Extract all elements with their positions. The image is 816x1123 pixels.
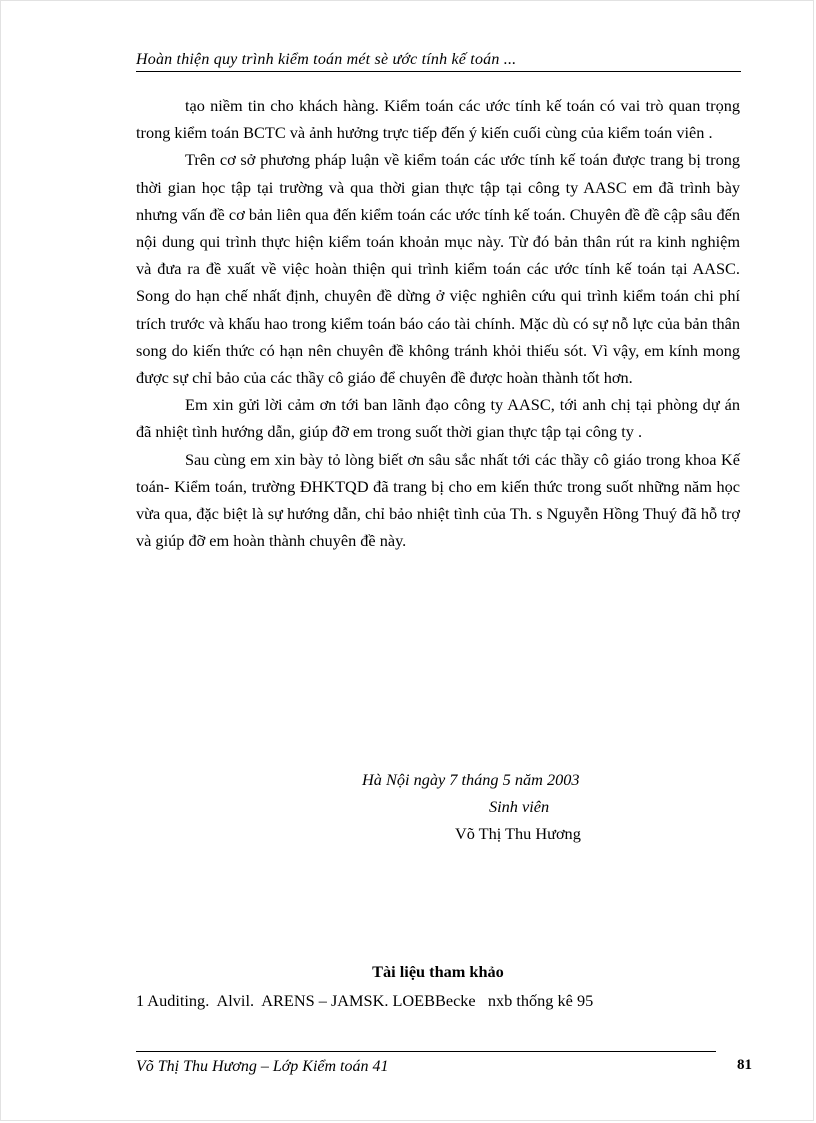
footer-author-class: Võ Thị Thu Hương – Lớp Kiểm toán 41: [136, 1058, 389, 1075]
signature-role: Sinh viên: [489, 797, 550, 816]
paragraph-2: Trên cơ sở phương pháp luận về kiểm toán các ước tính kế toán được trang bị trong thời gian học tập tại trường và qua thời gian thực tập tại công ty AASC em đã trình bày nhưng vấn đề cơ bản liên qua đến kiểm toán các ước tính kế toán. Chuyên đề đề cập sâu đến nội dung qui trình thực hiện kiểm toán khoản mục này. Từ đó bản thân rút ra kinh nghiệm và đưa ra đề xuất về việc hoàn thiện qui trình kiểm toán các ước tính kế toán tại AASC. Song do hạn chế nhất định, chuyên đề dừng ở việc nghiên cứu qui trình kiểm toán chi phí trích trước và khấu hao trong kiểm toán báo cáo tài chính. Mặc dù có sự nỗ lực của bản thân song do kiến thức có hạn nên chuyên đề không tránh khỏi thiếu sót. Vì vậy, em kính mong được sự chỉ bảo của các thầy cô giáo để chuyên đề được hoàn thành tốt hơn.: [136, 150, 740, 388]
footer-rule: [136, 1051, 716, 1052]
running-header: Hoàn thiện quy trình kiểm toán mét sè ước tính kế toán ...: [136, 51, 517, 68]
paragraph-3: Em xin gửi lời cảm ơn tới ban lãnh đạo công ty AASC, tới anh chị tại phòng dự án đã nhiệt tình hướng dẫn, giúp đỡ em trong suốt thời gian thực tập tại công ty .: [136, 395, 740, 442]
reference-item: 1 Auditing. Alvil. ARENS – JAMSK. LOEBBecke nxb thống kê 95: [136, 991, 594, 1010]
page-number: 81: [737, 1057, 752, 1073]
body-text: [136, 92, 740, 554]
header-rule: [136, 71, 741, 72]
paragraph-1: tạo niềm tin cho khách hàng. Kiểm toán các ước tính kế toán có vai trò quan trọng trong kiểm toán BCTC và ảnh hưởng trực tiếp đến ý kiến cuối cùng của kiểm toán viên .: [136, 96, 740, 143]
paragraph-4: Sau cùng em xin bày tỏ lòng biết ơn sâu sắc nhất tới các thầy cô giáo trong khoa Kế toán- Kiểm toán, trường ĐHKTQD đã trang bị cho em kiến thức trong suốt những năm học vừa qua, đặc biệt là sự hướng dẫn, chỉ bảo nhiệt tình của Th. s Nguyễn Hồng Thuý đã hỗ trợ và giúp đỡ em hoàn thành chuyên đề này.: [136, 449, 740, 551]
references-title: Tài liệu tham khảo: [372, 962, 504, 981]
signature-name: Võ Thị Thu Hương: [455, 824, 581, 843]
signature-date: Hà Nội ngày 7 tháng 5 năm 2003: [362, 770, 580, 789]
